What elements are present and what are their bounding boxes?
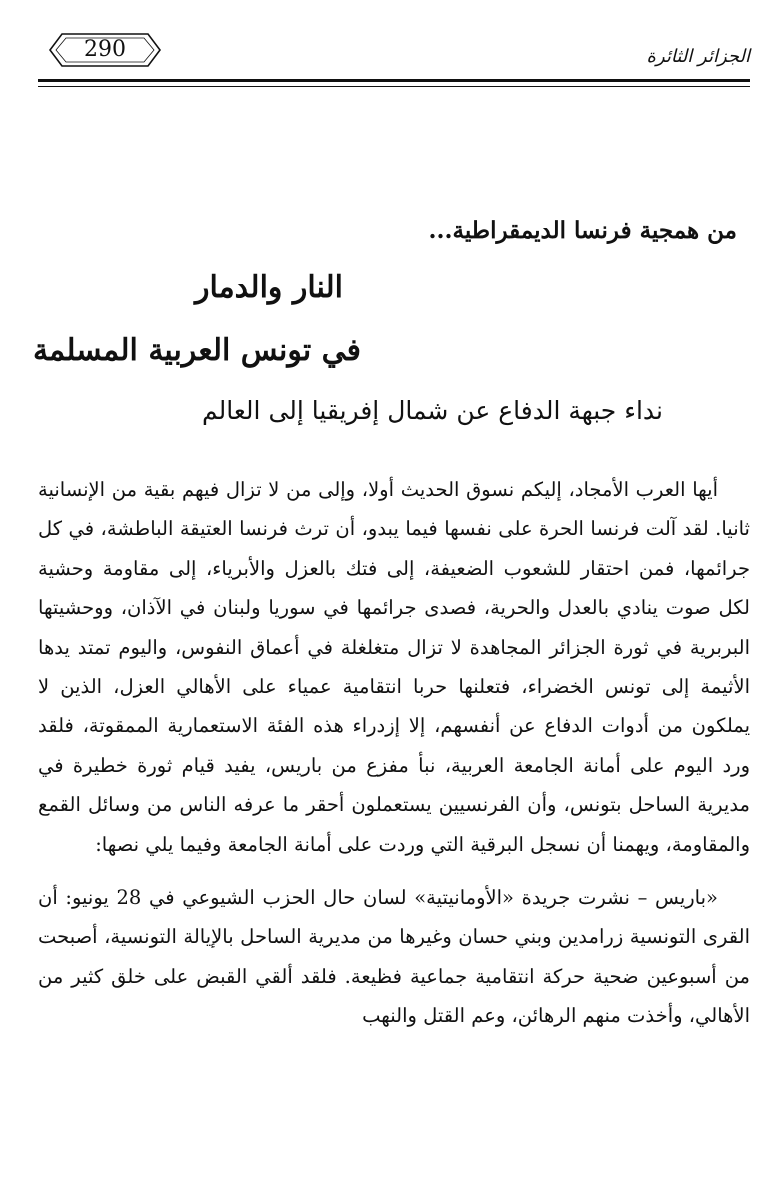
article-subtitle: نداء جبهة الدفاع عن شمال إفريقيا إلى العالم — [202, 396, 663, 425]
page-number: 290 — [84, 37, 126, 62]
book-title: الجزائر الثائرة — [646, 46, 750, 67]
article-title-line-2: في تونس العربية المسلمة — [32, 333, 361, 368]
header-rule-thick — [38, 79, 750, 82]
body-paragraph: «باريس – نشرت جريدة «الأومانيتية» لسان حال الحزب الشيوعي في 28 يونيو: أن القرى التونسية زرامدين وبني حسان وغيرها من مديرية الساحل بالإيالة التونسية، أصبحت من أسبوعين ضحية حركة انتقامية جماعية فظيعة. فلقد ألقي القبض على خلق كثير من الأهالي، وأخذت منهم الرهائن، وعم القتل والنهب — [38, 886, 750, 1028]
page-number-badge — [48, 32, 162, 68]
running-header — [38, 28, 750, 78]
article-body — [38, 470, 750, 1036]
article-kicker: من همجية فرنسا الديمقراطية... — [428, 217, 737, 244]
header-rule-thin — [38, 86, 750, 87]
body-paragraph: أيها العرب الأمجاد، إليكم نسوق الحديث أولا، وإلى من لا تزال فيهم بقية من الإنسانية ثانيا. لقد آلت فرنسا الحرة على نفسها فيما يبدو، أن ترث فرنسا العتيقة الباطشة، في كل جرائمها، فمن احتقار للشعوب الضعيفة، إلى فتك بالعزل والأبرياء، إلى مقاومة وحشية لكل صوت ينادي بالعدل والحرية، فصدى جرائمها في سوريا ولبنان في الآذان، ووحشيتها البربرية في ثورة الجزائر المجاهدة لا تزال متغلغلة في أعماق النفوس، واليوم تمتد يدها الأثيمة إلى تونس الخضراء، فتعلنها حربا انتقامية عمياء على الأهالي العزل، الذين لا يملكون من أدوات الدفاع عن أنفسهم، إلا إزدراء هذه الفئة الاستعمارية الممقوتة، فلقد ورد اليوم على أمانة الجامعة العربية، نبأ مفزع من باريس، يفيد قيام ثورة خطيرة في مديرية الساحل بتونس، وأن الفرنسيين يستعملون أحقر ما عرفه الناس من وسائل القمع والمقاومة، ويهمنا أن نسجل البرقية التي وردت على أمانة الجامعة وفيما يلي نصها: — [38, 478, 750, 856]
article-title-line-1: النار والدمار — [194, 270, 343, 305]
